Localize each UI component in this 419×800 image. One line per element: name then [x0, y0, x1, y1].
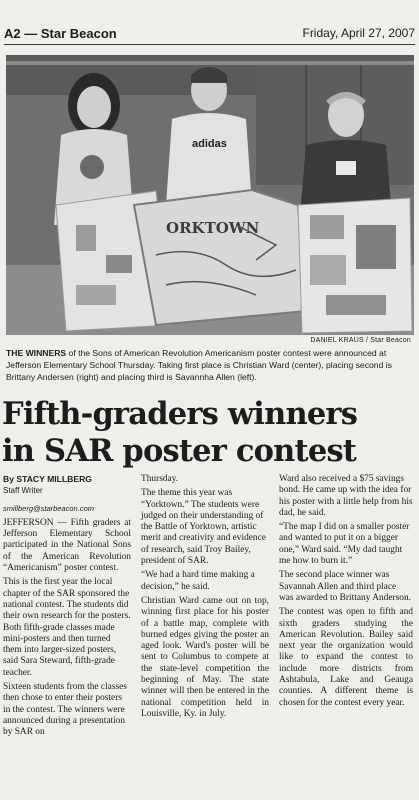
poster-center-battle-map: [134, 190, 306, 325]
poster-right: [298, 198, 412, 333]
photo-illustration: [6, 55, 414, 335]
headline: Fifth-graders winners in SAR poster contest: [2, 396, 358, 469]
paragraph: Christian Ward came out on top, winning first place for his poster of a battle map, complete with burned edges giving the poster an aged look. Ward's poster will be sent to Columbus to compete at the state-level competition the beginning of May. The state winner will then be entered in the national competition held in Louisville, Ky. in July.: [141, 595, 269, 719]
byline-role: Staff Writer: [3, 486, 43, 496]
caption-text: of the Sons of American Revolution Americanism poster contest were announced at Jefferson Elementary School Thursday. Taking first place is Christian Ward (center), placing second is Brittany Andersen (right) and placing third is Savannha Allen (left).: [6, 348, 392, 382]
paragraph: “We had a hard time making a decision,” he said.: [141, 570, 255, 592]
news-photo: [6, 55, 414, 335]
paragraph: The second place winner was Savannah Allen and third place was awarded to Brittany Anderson.: [279, 570, 411, 603]
paragraph: This is the first year the local chapter of the SAR sponsored the national contest. The students did their own research for the posters. Both fifth-grade classes made mini-posters and then turned them into larger-sized posters, said Sara Steward, fifth-grade teacher.: [3, 577, 131, 678]
page-label: A2 — Star Beacon: [4, 25, 117, 41]
paragraph: Thursday.: [141, 474, 179, 484]
poster-title: ORKTOWN: [166, 219, 260, 237]
article-column-1: [3, 474, 131, 742]
paragraph: Ward also received a $75 savings bond. He came up with the idea for his poster with a little help from his dad, he said.: [279, 474, 413, 518]
article-column-3: [279, 474, 413, 712]
photo-caption: [6, 347, 413, 383]
masthead: [4, 22, 415, 45]
article-column-2: [141, 474, 269, 723]
paragraph: The contest was open to fifth and sixth graders studying the American Revolution. Bailey said next year the organization would like to expand the contest to include more districts from Ashtabula, Lake and Geauga counties. A different theme is chosen for the contest every year.: [279, 607, 413, 708]
caption-lead: THE WINNERS: [6, 348, 67, 358]
paragraph: Sixteen students from the classes then chose to enter their posters in the contest. The winners were announced during a presentation by SAR on: [3, 682, 127, 738]
photo-credit: DANIEL KRAUS / Star Beacon: [310, 337, 411, 344]
paragraph: “The map I did on a smaller poster and wanted to put it on a bigger one,” Ward said. “My dad taught me how to burn it.”: [279, 522, 410, 567]
byline-email: smillberg@starbeacon.com: [3, 503, 94, 513]
shirt-logo-text: adidas: [192, 138, 227, 150]
paragraph: The theme this year was “Yorktown.” The students were judged on their understanding of the Battle of Yorktown, artistic merit and creativity and evidence of research, said Troy Bailey, president of SAR.: [141, 488, 266, 567]
issue-date: Friday, April 27, 2007: [302, 26, 415, 40]
paragraph: JEFFERSON — Fifth graders at Jefferson Elementary School participated in the National Sons of the American Revolution “Americanism” poster contest.: [3, 517, 131, 574]
byline-author: By STACY MILLBERG: [3, 474, 92, 484]
